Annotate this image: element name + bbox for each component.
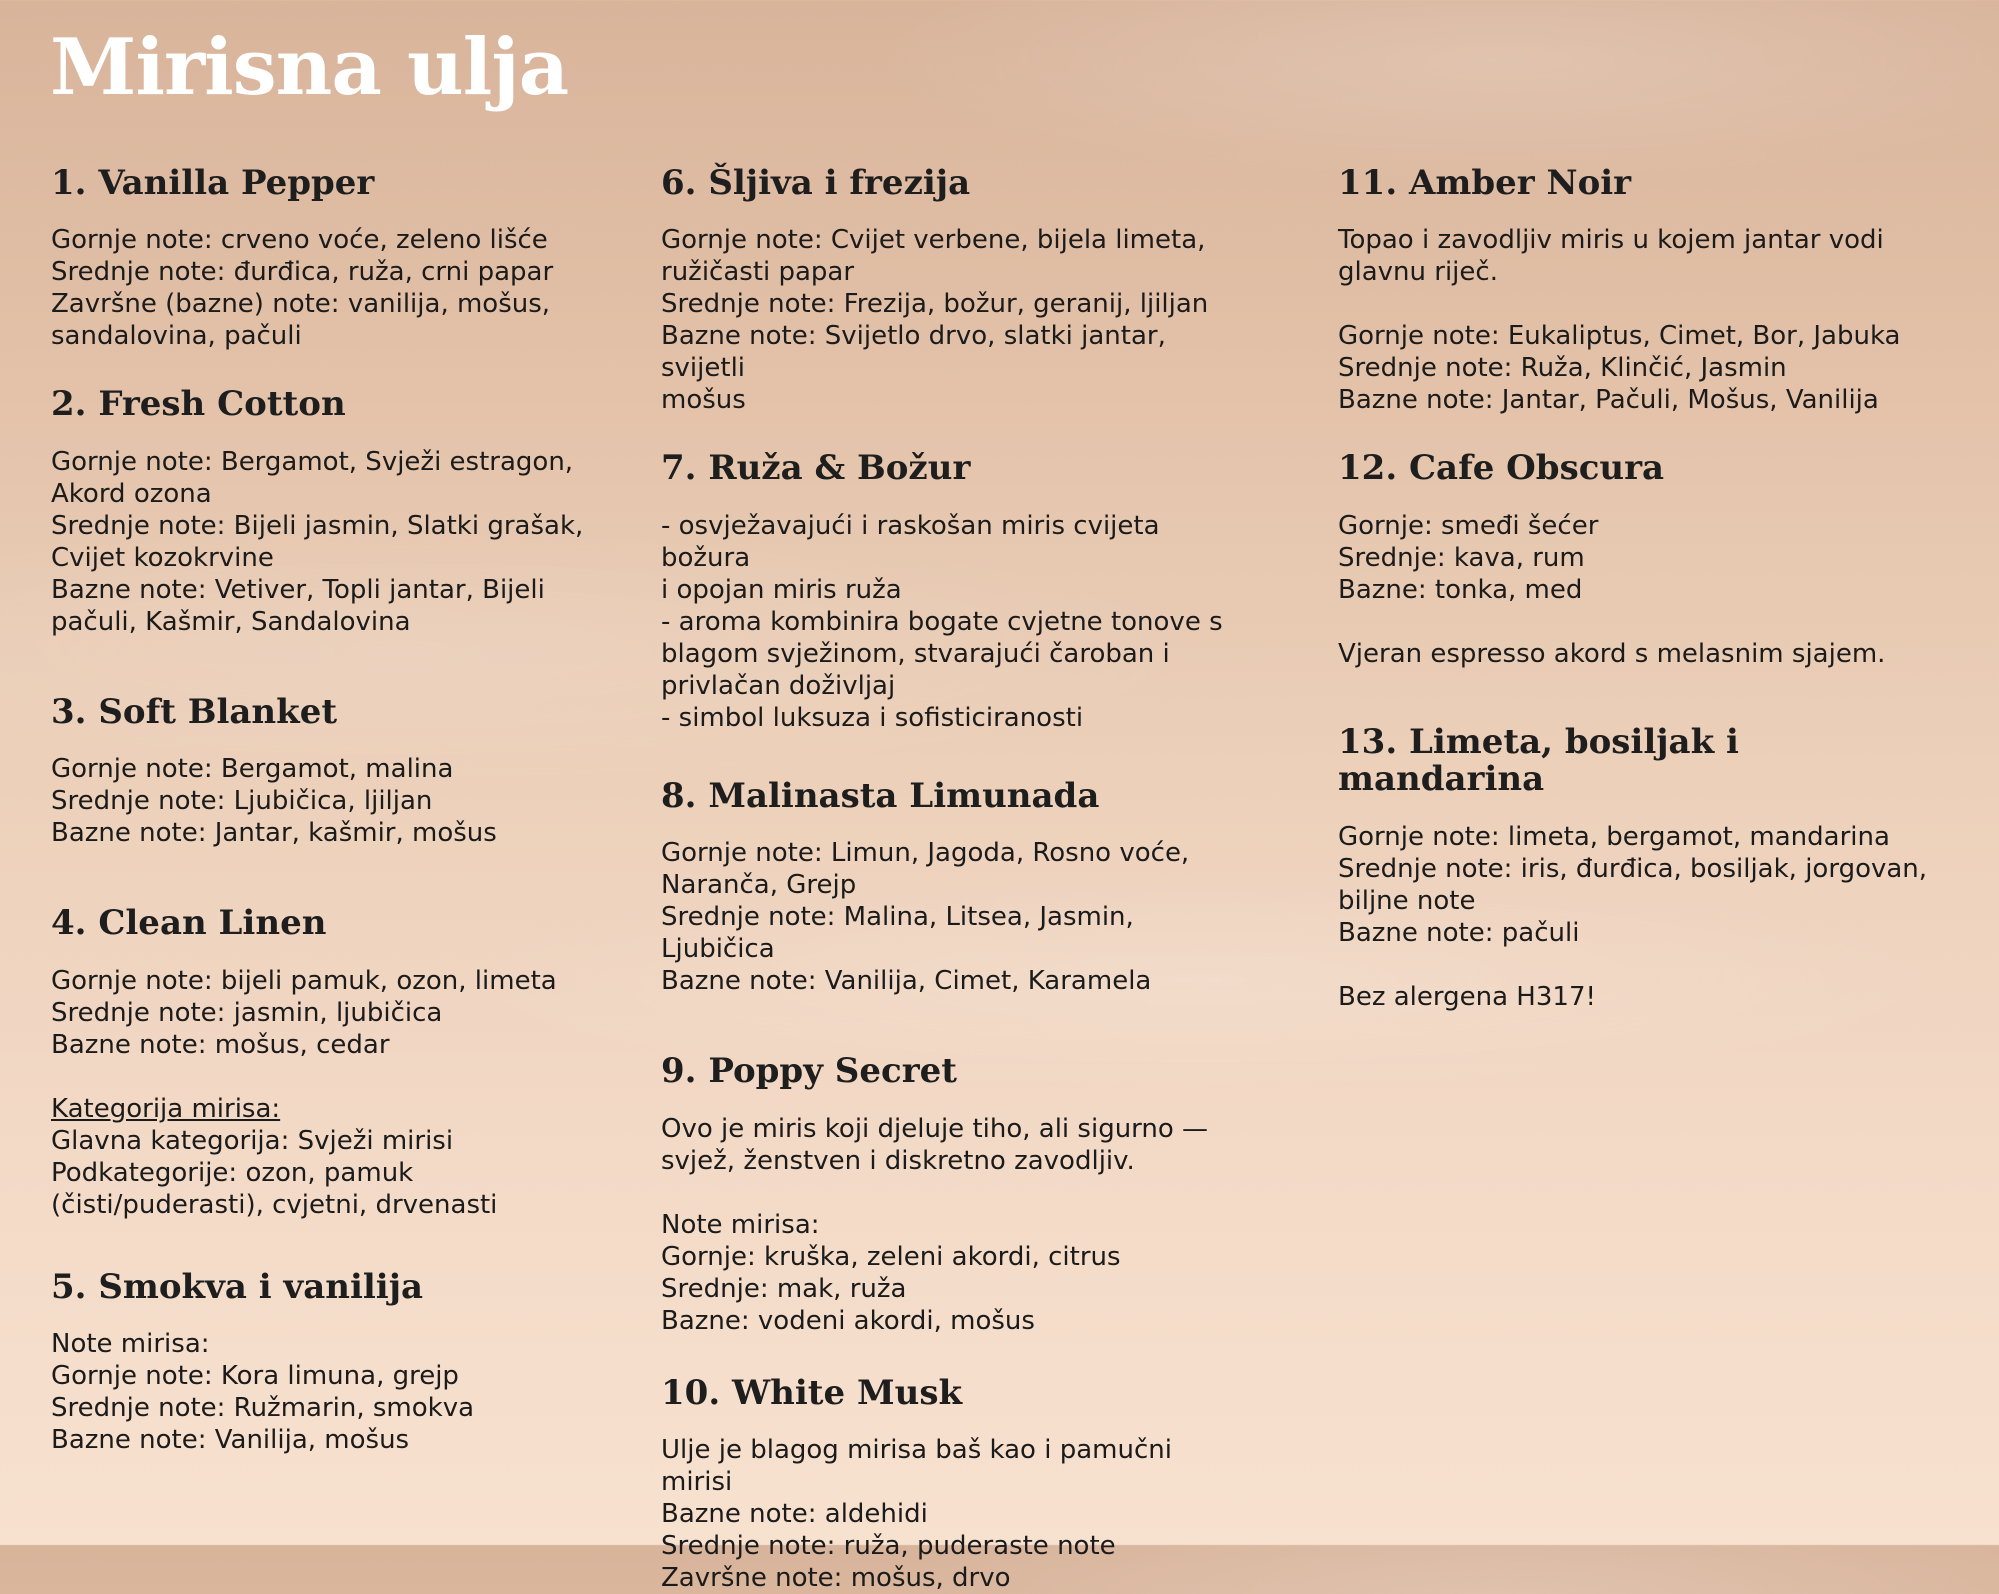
oil-note-line: biljne note: [1338, 885, 1476, 916]
oil-note-line: Bazne note: Vanilija, Cimet, Karamela: [661, 966, 1152, 997]
oil-note-line: Srednje: kava, rum: [1338, 542, 1585, 573]
oil-note-line: Topao i zavodljiv miris u kojem jantar vodi: [1338, 225, 1884, 256]
oil-note-line: privlačan doživljaj: [661, 670, 896, 701]
spacer: [1338, 949, 1948, 981]
oil-note-line: Bazne note: mošus, cedar: [51, 1029, 390, 1060]
oil-title: 12. Cafe Obscura: [1338, 448, 1665, 489]
oil-note-line: Vjeran espresso akord s melasnim sjajem.: [1338, 638, 1886, 669]
oil-note-line: Bazne note: aldehidi: [661, 1498, 928, 1529]
oil-card: [1338, 165, 1948, 416]
oil-note-line: Srednje note: Malina, Litsea, Jasmin, Ljubičica: [661, 902, 1143, 965]
oil-note-line: Gornje note: limeta, bergamot, mandarina: [1338, 821, 1890, 852]
category-line: Glavna kategorija: Svježi mirisi: [51, 1125, 454, 1156]
oil-title: 7. Ruža & Božur: [661, 448, 971, 489]
oil-note-line: glavnu riječ.: [1338, 257, 1498, 288]
oil-note-line: Srednje note: Frezija, božur, geranij, ljiljan: [661, 289, 1209, 320]
category-line: (čisti/puderasti), cvjetni, drvenasti: [51, 1189, 498, 1220]
oil-note-line: i opojan miris ruža: [661, 574, 902, 605]
oil-note-line: svjež, ženstven i diskretno zavodljiv.: [661, 1145, 1135, 1176]
oil-note-line: Cvijet kozokrvine: [51, 542, 274, 573]
oil-note-line: Gornje note: Limun, Jagoda, Rosno voće,: [661, 838, 1190, 869]
oil-note-line: Srednje note: ruža, puderaste note: [661, 1530, 1116, 1561]
oil-note-line: Srednje note: iris, đurđica, bosiljak, jorgovan,: [1338, 853, 1928, 884]
column-3: [1338, 165, 1948, 1013]
oil-note-line: Srednje note: Ružmarin, smokva: [51, 1392, 475, 1423]
oil-title: 5. Smokva i vanilija: [51, 1266, 424, 1307]
oil-note-line: Gornje: kruška, zeleni akordi, citrus: [661, 1241, 1121, 1272]
oil-title: 6. Šljiva i frezija: [661, 163, 971, 203]
column-2: [661, 165, 1251, 1594]
oil-card: [51, 691, 641, 849]
oil-note-line: sandalovina, pačuli: [51, 321, 302, 352]
oil-card: [51, 905, 641, 1220]
oil-note-line: Naranča, Grejp: [661, 870, 857, 901]
oil-note-line: Srednje note: Ruža, Klinčić, Jasmin: [1338, 353, 1787, 384]
oil-card: [1338, 450, 1948, 669]
oil-note-line: - osvježavajući i raskošan miris cvijeta božura: [661, 510, 1168, 573]
oil-note-line: Gornje note: Bergamot, Svježi estragon,: [51, 446, 574, 477]
spacer: [1338, 288, 1948, 320]
oil-note-line: Note mirisa:: [661, 1209, 820, 1240]
oil-note-line: - aroma kombinira bogate cvjetne tonove s: [661, 606, 1223, 637]
oil-note-line: Gornje note: Eukaliptus, Cimet, Bor, Jabuka: [1338, 321, 1901, 352]
category-heading: Kategorija mirisa:: [51, 1093, 281, 1124]
spacer: [1338, 606, 1948, 638]
spacer: [661, 1177, 1251, 1209]
oil-note-line: Srednje note: Ljubičica, ljiljan: [51, 786, 433, 817]
oil-note-line: Bazne note: Jantar, Pačuli, Mošus, Vanilija: [1338, 385, 1879, 416]
oil-title: 10. White Musk: [661, 1372, 963, 1413]
oil-note-line: blagom svježinom, stvarajući čaroban i: [661, 638, 1170, 669]
oil-title: 8. Malinasta Limunada: [661, 775, 1100, 816]
oil-note-line: Bazne note: Svijetlo drvo, slatki jantar, svijetli: [661, 321, 1175, 384]
oil-note-line: ružičasti papar: [661, 257, 855, 288]
oil-card: [661, 450, 1251, 733]
oil-note-line: Bazne: tonka, med: [1338, 574, 1583, 605]
oil-note-line: Bazne note: Jantar, kašmir, mošus: [51, 818, 497, 849]
page-title: Mirisna ulja: [50, 22, 569, 113]
oil-title: 9. Poppy Secret: [661, 1051, 957, 1092]
oil-card: [661, 775, 1251, 997]
oil-note-line: Note mirisa:: [51, 1328, 210, 1359]
oil-card: [661, 1372, 1251, 1594]
oil-title: 4. Clean Linen: [51, 903, 327, 944]
oil-card: [51, 165, 641, 352]
oil-note-line: Gornje note: Kora limuna, grejp: [51, 1360, 459, 1391]
oil-note-line: Akord ozona: [51, 478, 212, 509]
oil-note-line: Ovo je miris koji djeluje tiho, ali sigurno —: [661, 1113, 1209, 1144]
oil-title: 1. Vanilla Pepper: [51, 163, 375, 203]
spacer: [51, 1061, 641, 1093]
oil-note-line: Gornje note: Cvijet verbene, bijela limeta,: [661, 225, 1206, 256]
oil-title: 11. Amber Noir: [1338, 163, 1632, 203]
oil-card: [661, 165, 1251, 416]
oil-note-line: pačuli, Kašmir, Sandalovina: [51, 606, 411, 637]
oil-card: [1338, 721, 1948, 1013]
oil-note-line: Bazne: vodeni akordi, mošus: [661, 1305, 1035, 1336]
oil-card: [51, 386, 641, 637]
oil-card: [51, 1266, 641, 1456]
oil-note-line: Srednje note: Bijeli jasmin, Slatki grašak,: [51, 510, 584, 541]
oil-title: 3. Soft Blanket: [51, 691, 338, 732]
oil-note-line: Gornje note: bijeli pamuk, ozon, limeta: [51, 965, 557, 996]
oil-note-line: Bazne note: Vetiver, Topli jantar, Bijeli: [51, 574, 545, 605]
oil-note-line: Gornje: smeđi šećer: [1338, 510, 1599, 541]
oil-note-line: Srednje note: jasmin, ljubičica: [51, 997, 443, 1028]
oil-note-line: Završne note: mošus, drvo: [661, 1562, 1011, 1593]
oil-card: [661, 1053, 1251, 1336]
oil-note-line: Bazne note: pačuli: [1338, 917, 1580, 948]
oil-note-line: mošus: [661, 385, 746, 416]
column-1: [51, 165, 641, 1456]
oil-note-line: Gornje note: crveno voće, zeleno lišće: [51, 225, 548, 256]
oil-note-line: Gornje note: Bergamot, malina: [51, 754, 454, 785]
oil-note-line: Ulje je blagog mirisa baš kao i pamučni mirisi: [661, 1434, 1181, 1497]
oil-title: 2. Fresh Cotton: [51, 384, 346, 425]
oil-note-line: Završne (bazne) note: vanilija, mošus,: [51, 289, 551, 320]
allergen-note: Bez alergena H317!: [1338, 981, 1596, 1012]
oil-note-line: Srednje note: đurđica, ruža, crni papar: [51, 257, 554, 288]
oil-note-line: Bazne note: Vanilija, mošus: [51, 1424, 410, 1455]
oil-title: 13. Limeta, bosiljak i mandarina: [1338, 721, 1739, 800]
category-line: Podkategorije: ozon, pamuk: [51, 1157, 414, 1188]
oil-note-line: - simbol luksuza i sofisticiranosti: [661, 702, 1084, 733]
oil-note-line: Srednje: mak, ruža: [661, 1273, 907, 1304]
